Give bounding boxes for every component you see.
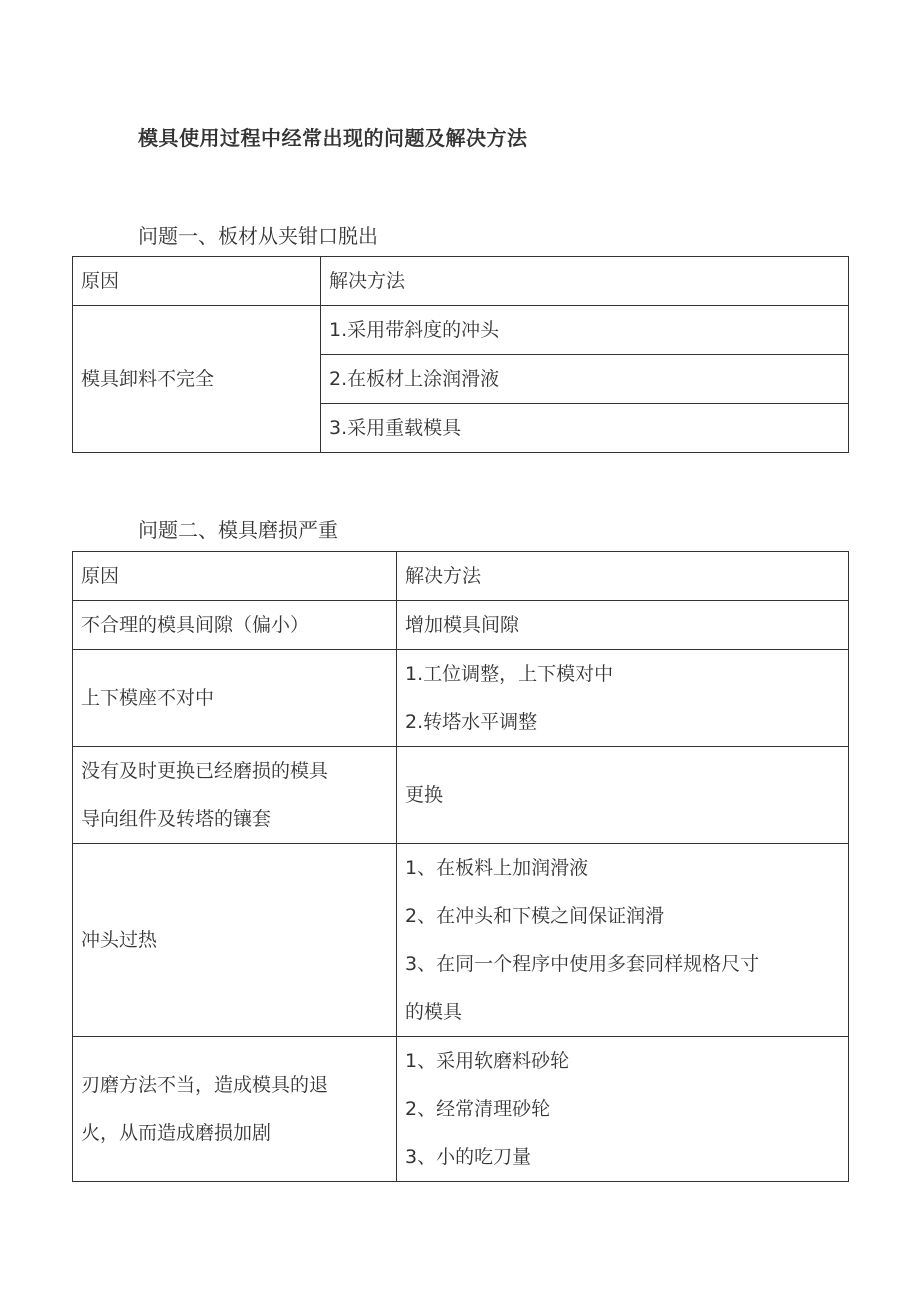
solution-line: 2、经常清理砂轮 [405, 1098, 551, 1120]
problem2-table [72, 551, 849, 1182]
solution-line: 的模具 [405, 1001, 463, 1023]
table-row [73, 747, 849, 844]
solution-line: 3、在同一个程序中使用多套同样规格尺寸 [405, 953, 760, 975]
solution-cell [397, 650, 849, 747]
solution-cell [397, 601, 849, 650]
header-solution: 解决方法 [397, 552, 849, 601]
solution-line: 3、小的吃刀量 [405, 1146, 532, 1168]
header-cause: 原因 [73, 257, 321, 306]
solution-line: 更换 [405, 784, 444, 806]
solution-line: 1.工位调整，上下模对中 [405, 663, 614, 685]
solution-line: 1、在板料上加润滑液 [405, 857, 589, 879]
header-solution: 解决方法 [321, 257, 849, 306]
cause-cell [73, 1037, 397, 1182]
table-row [73, 601, 849, 650]
cause-cell [73, 747, 397, 844]
cause-line: 冲头过热 [81, 929, 158, 951]
section2-heading: 问题二、模具磨损严重 [138, 518, 338, 542]
solution-cell: 3.采用重载模具 [321, 404, 849, 453]
solution-cell [397, 844, 849, 1037]
cause-line: 导向组件及转塔的镶套 [81, 808, 272, 830]
cause-line: 上下模座不对中 [81, 687, 215, 709]
solution-cell [397, 1037, 849, 1182]
table-header-row [73, 257, 849, 306]
solution-line: 1、采用软磨料砂轮 [405, 1050, 570, 1072]
section1-heading: 问题一、板材从夹钳口脱出 [138, 224, 378, 248]
table-row [73, 844, 849, 1037]
cause-cell [73, 601, 397, 650]
solution-cell [397, 747, 849, 844]
cause-cell [73, 844, 397, 1037]
solution-cell: 2.在板材上涂润滑液 [321, 355, 849, 404]
cause-line: 没有及时更换已经磨损的模具 [81, 760, 329, 782]
cause-line: 不合理的模具间隙（偏小） [81, 614, 310, 636]
cause-line: 火，从而造成磨损加剧 [81, 1122, 272, 1144]
cause-cell: 模具卸料不完全 [73, 306, 321, 453]
problem1-table [72, 256, 849, 453]
table-row [73, 650, 849, 747]
solution-cell: 1.采用带斜度的冲头 [321, 306, 849, 355]
cause-line: 刃磨方法不当，造成模具的退 [81, 1074, 329, 1096]
table-header-row [73, 552, 849, 601]
header-cause: 原因 [73, 552, 397, 601]
document-title: 模具使用过程中经常出现的问题及解决方法 [138, 126, 528, 150]
table-row [73, 1037, 849, 1182]
table-row [73, 306, 849, 355]
cause-cell [73, 650, 397, 747]
solution-line: 增加模具间隙 [405, 614, 520, 636]
solution-line: 2、在冲头和下模之间保证润滑 [405, 905, 665, 927]
solution-line: 2.转塔水平调整 [405, 711, 538, 733]
